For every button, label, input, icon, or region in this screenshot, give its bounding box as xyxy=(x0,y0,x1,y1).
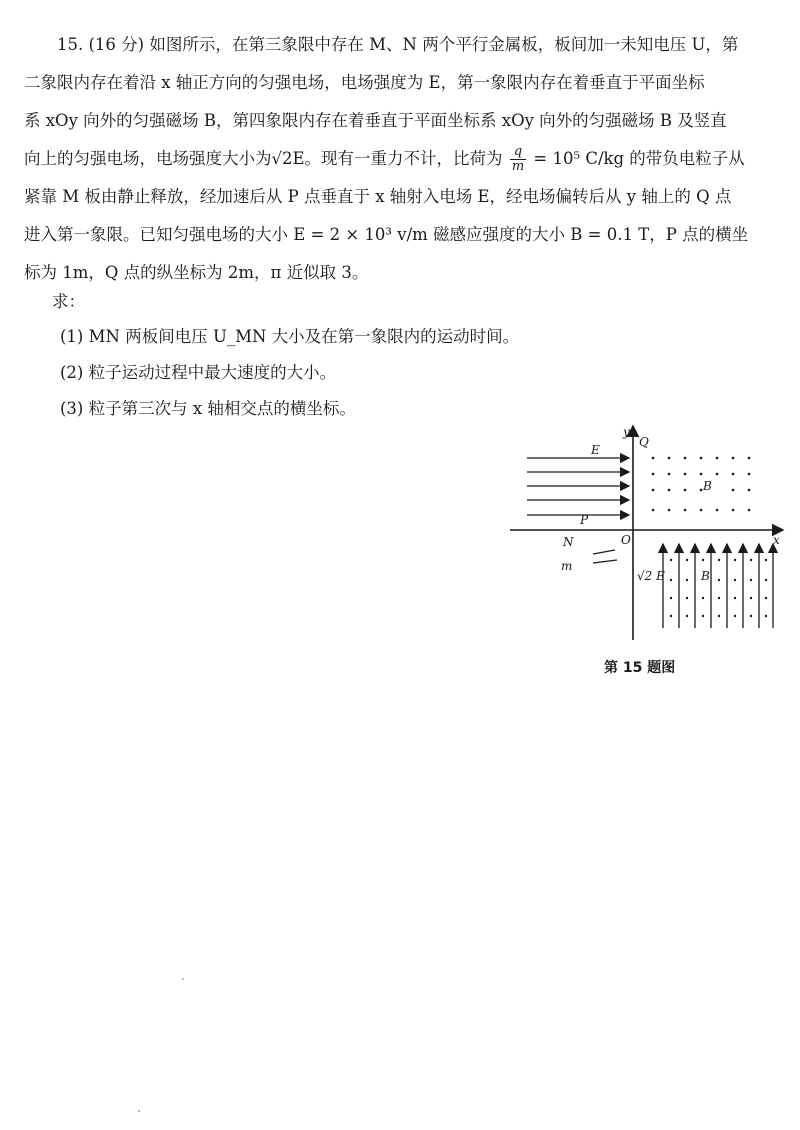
problem-line-3: 系 xOy 向外的匀强磁场 B，第四象限内存在着垂直于平面坐标系 xOy 向外的匀强磁场 B 及竖直 xyxy=(24,111,727,130)
problem-number: 15. xyxy=(57,35,84,54)
q-point-label: Q xyxy=(639,435,649,449)
problem-line-7: 标为 1m，Q 点的纵坐标为 2m，π 近似取 3。 xyxy=(24,263,369,282)
e-field-lines xyxy=(527,458,629,515)
problem-line-5: 紧靠 M 板由静止释放，经加速后从 P 点垂直于 x 轴射入电场 E，经电场偏转后从 y 轴上的 Q 点 xyxy=(24,187,732,206)
problem-text xyxy=(24,26,782,64)
coordinate-diagram xyxy=(505,420,795,650)
x-axis-label: x xyxy=(773,533,780,547)
subquestion-1: (1) MN 两板间电压 U_MN 大小及在第一象限内的运动时间。 xyxy=(60,327,520,346)
plate-mark-2 xyxy=(593,560,617,563)
b-field-dots-q4 xyxy=(670,559,767,617)
frac-numerator: q xyxy=(510,145,526,160)
problem-score: (16 分) xyxy=(88,35,145,54)
b-field-dots-q1 xyxy=(652,457,751,512)
frac-denominator: m xyxy=(511,159,525,174)
plate-m-label: m xyxy=(561,559,573,573)
charge-mass-ratio xyxy=(510,145,526,174)
problem-line-4a: 向上的匀强电场，电场强度大小为√2E。现有一重力不计，比荷为 xyxy=(24,149,503,168)
p-point-label: P xyxy=(580,513,589,527)
plate-mark-1 xyxy=(593,550,615,554)
problem-line-6: 进入第一象限。已知匀强电场的大小 E = 2 × 10³ v/m 磁感应强度的大小 B = 0.1 T，P 点的横坐 xyxy=(24,225,749,244)
scan-speck xyxy=(138,1110,140,1112)
ask-label: 求： xyxy=(52,292,85,311)
b-field-label-q1: B xyxy=(703,479,712,493)
figure-caption: 第 15 题图 xyxy=(604,660,676,676)
plate-n-label: N xyxy=(563,535,574,549)
subquestion-3: (3) 粒子第三次与 x 轴相交点的横坐标。 xyxy=(60,399,356,418)
e-field-label-q4: √2 E xyxy=(637,569,665,583)
e-field-label: E xyxy=(591,443,600,457)
problem-figure xyxy=(505,420,795,650)
problem-line-2: 二象限内存在着沿 x 轴正方向的匀强电场，电场强度为 E，第一象限内存在着垂直于平面坐标 xyxy=(24,73,705,92)
origin-label: O xyxy=(621,533,631,547)
b-field-label-q4: B xyxy=(701,569,710,583)
scan-speck xyxy=(182,978,184,980)
problem-line-1: 如图所示，在第三象限中存在 M、N 两个平行金属板，板间加一未知电压 U，第 xyxy=(149,35,739,54)
problem-line-4 xyxy=(24,140,782,178)
subquestion-2: (2) 粒子运动过程中最大速度的大小。 xyxy=(60,363,337,382)
y-axis-label: y xyxy=(623,425,630,439)
problem-line-4b: = 10⁵ C/kg 的带负电粒子从 xyxy=(533,149,745,168)
problem-statement xyxy=(24,26,782,292)
